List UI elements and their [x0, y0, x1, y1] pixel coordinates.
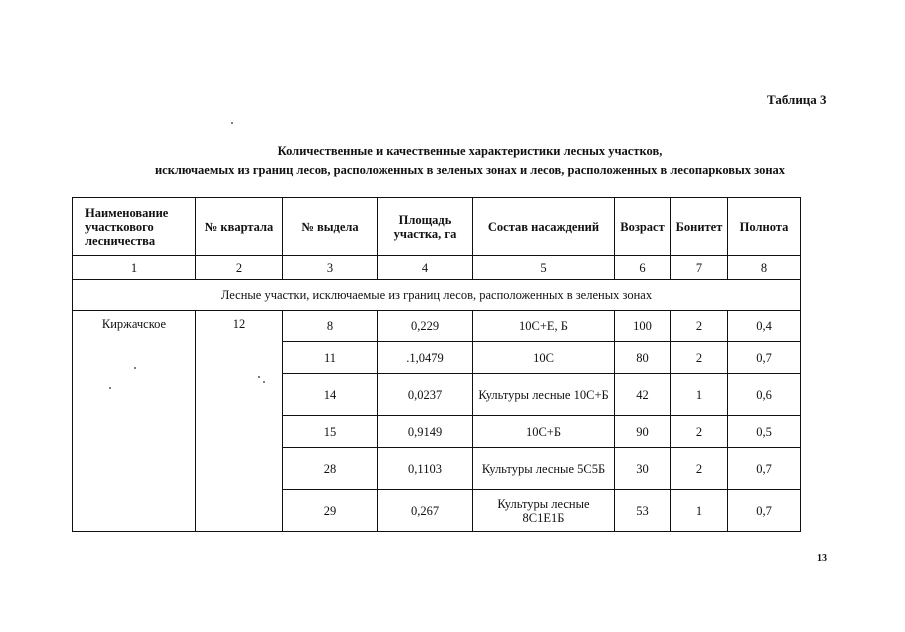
header-division: № выдела: [283, 198, 378, 256]
scan-speck: [263, 381, 265, 383]
scan-speck: [231, 122, 233, 124]
density-cell: 0,5: [728, 416, 801, 448]
document-title-line-2: исключаемых из границ лесов, расположенных в зеленых зонах и лесов, расположенных в лесопарковых зонах: [154, 163, 786, 177]
header-bonitet: Бонитет: [671, 198, 728, 256]
composition-cell: Культуры лесные 8С1Е1Б: [473, 490, 615, 532]
header-quarter: № квартала: [196, 198, 283, 256]
division-cell: 29: [283, 490, 378, 532]
division-cell: 8: [283, 311, 378, 342]
header-row: [73, 198, 801, 256]
column-number: 2: [196, 256, 283, 280]
column-number: 3: [283, 256, 378, 280]
header-density: Полнота: [728, 198, 801, 256]
division-cell: 14: [283, 374, 378, 416]
section-row: [73, 280, 801, 311]
area-cell: 0,267: [378, 490, 473, 532]
section-title: Лесные участки, исключаемые из границ лесов, расположенных в зеленых зонах: [73, 280, 801, 311]
composition-cell: 10С+Б: [473, 416, 615, 448]
header-area: Площадь участка, га: [378, 198, 473, 256]
area-cell: .1,0479: [378, 342, 473, 374]
header-forestry-name: Наименование участкового лесничества: [73, 198, 196, 256]
scan-speck: [258, 376, 260, 378]
density-cell: 0,6: [728, 374, 801, 416]
age-cell: 42: [615, 374, 671, 416]
composition-cell: 10С: [473, 342, 615, 374]
column-number: 8: [728, 256, 801, 280]
scan-speck: [109, 387, 111, 389]
column-number: 5: [473, 256, 615, 280]
density-cell: 0,7: [728, 342, 801, 374]
division-cell: 11: [283, 342, 378, 374]
composition-cell: Культуры лесные 5С5Б: [473, 448, 615, 490]
age-cell: 53: [615, 490, 671, 532]
density-cell: 0,7: [728, 490, 801, 532]
density-cell: 0,4: [728, 311, 801, 342]
table-label: Таблица 3: [767, 92, 827, 107]
column-number-row: [73, 256, 801, 280]
column-number: 4: [378, 256, 473, 280]
quarter-number: 12: [196, 311, 283, 532]
bonitet-cell: 1: [671, 490, 728, 532]
age-cell: 100: [615, 311, 671, 342]
bonitet-cell: 1: [671, 374, 728, 416]
area-cell: 0,0237: [378, 374, 473, 416]
division-cell: 15: [283, 416, 378, 448]
column-number: 6: [615, 256, 671, 280]
division-cell: 28: [283, 448, 378, 490]
bonitet-cell: 2: [671, 342, 728, 374]
composition-cell: Культуры лесные 10С+Б: [473, 374, 615, 416]
density-cell: 0,7: [728, 448, 801, 490]
area-cell: 0,1103: [378, 448, 473, 490]
composition-cell: 10С+Е, Б: [473, 311, 615, 342]
area-cell: 0,229: [378, 311, 473, 342]
bonitet-cell: 2: [671, 311, 728, 342]
scan-speck: [134, 367, 136, 369]
header-composition: Состав насаждений: [473, 198, 615, 256]
age-cell: 80: [615, 342, 671, 374]
bonitet-cell: 2: [671, 448, 728, 490]
age-cell: 30: [615, 448, 671, 490]
bonitet-cell: 2: [671, 416, 728, 448]
page-number: 13: [817, 553, 827, 564]
header-age: Возраст: [615, 198, 671, 256]
age-cell: 90: [615, 416, 671, 448]
table-row: [73, 311, 801, 342]
column-number: 1: [73, 256, 196, 280]
column-number: 7: [671, 256, 728, 280]
area-cell: 0,9149: [378, 416, 473, 448]
forest-plots-table: [72, 197, 801, 532]
document-title-line-1: Количественные и качественные характеристики лесных участков,: [277, 144, 663, 158]
forestry-name: Киржачское: [73, 311, 196, 532]
